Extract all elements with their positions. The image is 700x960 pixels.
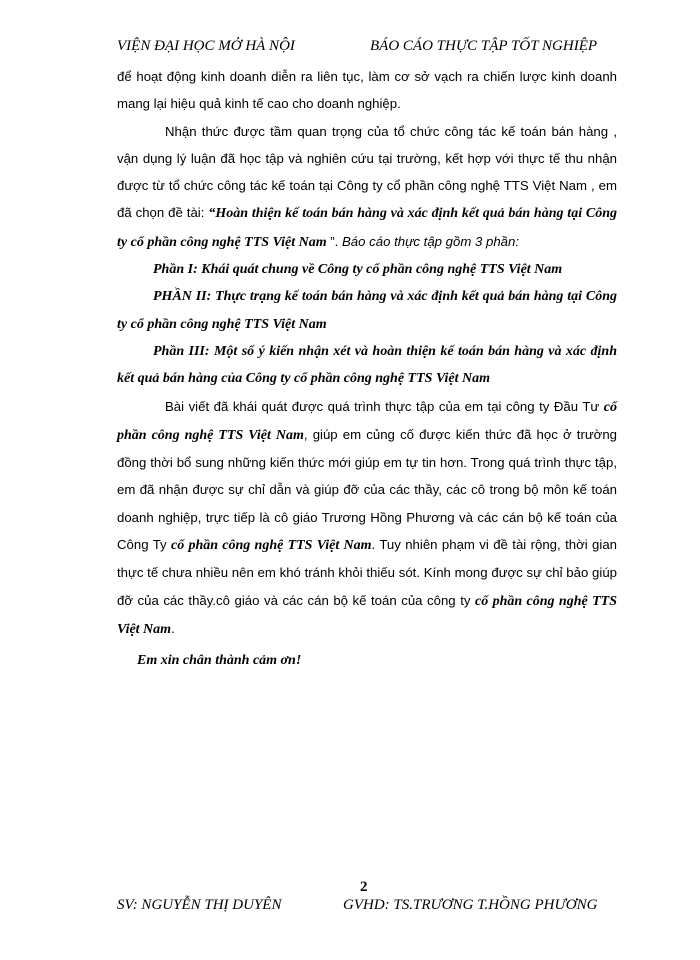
company-name: cổ phần công nghệ TTS Việt Nam bbox=[117, 593, 617, 637]
part-two-text: PHẦN II: Thực trạng kế toán bán hàng và xác định kết quả bán hàng tại Công ty cổ phần công nghệ TTS Việt Nam bbox=[117, 289, 617, 332]
footer-supervisor: GVHD: TS.TRƯƠNG T.HỒNG PHƯƠNG bbox=[343, 897, 598, 913]
company-name: cổ phần công nghệ TTS Việt Nam bbox=[117, 399, 617, 443]
part-one bbox=[117, 256, 617, 283]
paragraph-text: ”. bbox=[326, 233, 343, 249]
page-number: 2 bbox=[360, 879, 368, 895]
header-report-title: BÁO CÁO THỰC TẬP TỐT NGHIỆP bbox=[370, 38, 598, 54]
paragraph-text: Nhận thức được tầm quan trọng của tổ chức công tác kế toán bán hàng , vận dụng lý luận đã học tập và nghiên cứu tại trường, kết hợp với thực tế thu nhận được từ tổ chức công tác kế toán tại Công ty cổ phần công nghệ TTS Việt Nam , em đã chọn đề tài: bbox=[117, 123, 617, 221]
paragraph-text: . Tuy nhiên phạm vi đề tài rộng, thời gian thực tế chưa nhiều nên em khó tránh khỏi thiếu sót. Kính mong được sự chỉ bảo giúp đỡ của các thầy.cô giáo và các cán bộ kế toán của công ty bbox=[117, 537, 617, 608]
thanks-text: Em xin chân thành cảm ơn! bbox=[137, 653, 302, 669]
paragraph-topic bbox=[117, 118, 617, 256]
paragraph-text: . bbox=[171, 620, 175, 636]
topic-title: “Hoàn thiện kế toán bán hàng và xác định kết quả bán hàng tại Công ty cổ phần công nghệ TTS Việt Nam bbox=[117, 206, 617, 250]
paragraph-text: , giúp em củng cố được kiến thức đã học ở trường đồng thời bổ sung những kiến thức mới giúp em tự tin hơn. Trong quá trình thực tập, em đã nhận được sự chỉ dẫn và giúp đỡ của các thầy, các cô trong bộ môn kế toán doanh nghiệp, trực tiếp là cô giáo Trương Hồng Phương và các cán bộ kế toán của Công Ty bbox=[117, 426, 617, 553]
company-name: cổ phần công nghệ TTS Việt Nam bbox=[171, 538, 372, 554]
part-three bbox=[117, 338, 617, 393]
document-body bbox=[117, 63, 617, 675]
part-one-text: Phần I: Khái quát chung về Công ty cổ phần công nghệ TTS Việt Nam bbox=[153, 262, 563, 278]
header-institution: VIỆN ĐẠI HỌC MỞ HÀ NỘI bbox=[117, 38, 295, 54]
part-three-text: Phần III: Một số ý kiến nhận xét và hoàn thiện kế toán bán hàng và xác định kết quả bán hàng của Công ty cổ phần công nghệ TTS Việt Nam bbox=[117, 343, 617, 387]
paragraph-text: để hoạt động kinh doanh diễn ra liên tục, làm cơ sở vạch ra chiến lược kinh doanh mang lại hiệu quả kinh tế cao cho doanh nghiệp. bbox=[117, 69, 617, 112]
closing-thanks bbox=[137, 647, 617, 674]
report-structure-intro: Báo cáo thực tập gồm 3 phần: bbox=[342, 233, 519, 249]
paragraph-summary bbox=[117, 393, 617, 644]
part-two bbox=[117, 283, 617, 338]
footer-student: SV: NGUYỄN THỊ DUYÊN bbox=[117, 897, 282, 913]
paragraph-intro-continuation bbox=[117, 63, 617, 118]
paragraph-text: Bài viết đã khái quát được quá trình thực tập của em tại công ty Đầu Tư bbox=[165, 398, 604, 414]
